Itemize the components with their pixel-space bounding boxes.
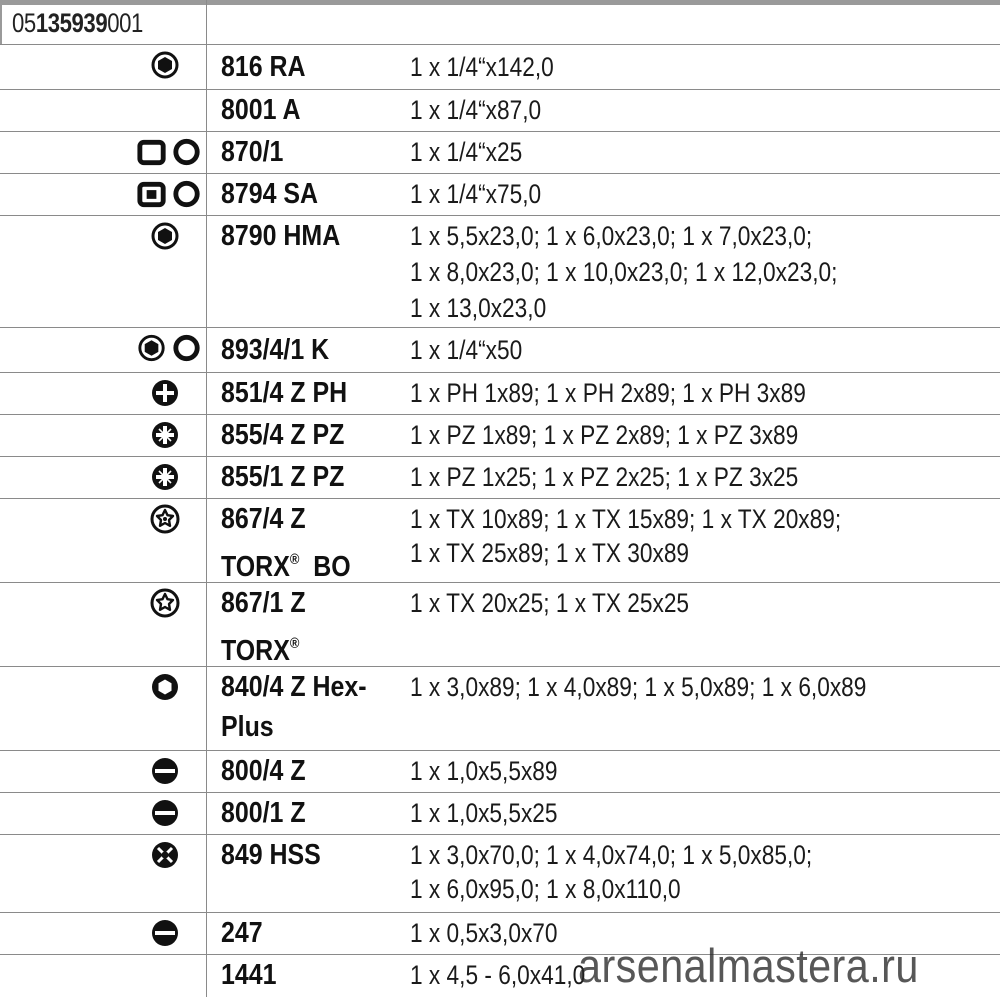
table-row	[0, 373, 1000, 415]
pozidriv-icon	[110, 457, 180, 497]
slotted-icon	[110, 751, 180, 791]
item-code: 870/1	[221, 136, 284, 168]
table-row	[0, 132, 1000, 174]
item-desc: 1 x 1/4“x75,0	[410, 179, 542, 209]
item-desc: 1 x 6,0x95,0; 1 x 8,0x110,0	[410, 874, 681, 904]
item-code: 855/4 Z PZ	[221, 419, 345, 451]
table-row	[0, 667, 1000, 751]
item-code: 840/4 Z Hex-	[221, 671, 367, 703]
item-desc: 1 x 1/4“x142,0	[410, 52, 554, 82]
watermark: arsenalmastera.ru	[578, 939, 919, 992]
table-row	[0, 415, 1000, 457]
article-number: 05135939001	[12, 8, 143, 38]
item-code: 8794 SA	[221, 178, 319, 210]
item-code-torx: TORX®	[221, 635, 300, 667]
slotted-icon	[110, 793, 180, 833]
item-desc: 1 x PZ 1x25; 1 x PZ 2x25; 1 x PZ 3x25	[410, 462, 799, 492]
hex-plus-icon	[110, 667, 180, 707]
item-desc: 1 x 3,0x89; 1 x 4,0x89; 1 x 5,0x89; 1 x 6,0x89	[410, 672, 867, 702]
bit-holder-icon	[135, 328, 205, 368]
table-row	[0, 90, 1000, 132]
header-row	[0, 0, 1000, 45]
item-desc: 1 x TX 10x89; 1 x TX 15x89; 1 x TX 20x89;	[410, 504, 842, 534]
item-code: 855/1 Z PZ	[221, 461, 345, 493]
item-code: 867/4 Z	[221, 503, 306, 535]
table-row	[0, 174, 1000, 216]
item-code: 247	[221, 917, 263, 949]
item-code: 867/1 Z	[221, 587, 306, 619]
phillips-icon	[110, 373, 180, 413]
hex-socket-icon	[110, 216, 180, 256]
item-code: 849 HSS	[221, 839, 321, 871]
item-desc: 1 x PH 1x89; 1 x PH 2x89; 1 x PH 3x89	[410, 378, 806, 408]
table-row	[0, 45, 1000, 90]
table-row	[0, 793, 1000, 835]
table-row	[0, 835, 1000, 913]
torx-icon	[110, 583, 180, 623]
item-code: 851/4 Z PH	[221, 377, 348, 409]
item-code: 800/4 Z	[221, 755, 306, 787]
item-code-line2: Plus	[221, 711, 274, 743]
hex-socket-icon	[110, 45, 180, 85]
item-desc: 1 x 1/4“x25	[410, 137, 523, 167]
table-row	[0, 583, 1000, 667]
item-code: 1441	[221, 959, 277, 991]
slotted-icon	[110, 913, 180, 953]
table-row	[0, 216, 1000, 328]
column-divider	[206, 0, 207, 997]
item-desc: 1 x 5,5x23,0; 1 x 6,0x23,0; 1 x 7,0x23,0;	[410, 221, 813, 251]
item-desc: 1 x 13,0x23,0	[410, 293, 547, 323]
table-row	[0, 457, 1000, 499]
torx-bo-icon	[110, 499, 180, 539]
table-row	[0, 328, 1000, 373]
item-desc: 1 x TX 25x89; 1 x TX 30x89	[410, 538, 690, 568]
item-desc: 1 x 1/4“x50	[410, 335, 523, 365]
table-row	[0, 751, 1000, 793]
item-desc: 1 x PZ 1x89; 1 x PZ 2x89; 1 x PZ 3x89	[410, 420, 799, 450]
square-drive-hex-icon	[135, 174, 205, 214]
square-hex-adapter-icon	[135, 132, 205, 172]
item-desc: 1 x 0,5x3,0x70	[410, 918, 558, 948]
item-desc: 1 x 8,0x23,0; 1 x 10,0x23,0; 1 x 12,0x23,0;	[410, 257, 838, 287]
item-desc: 1 x 1,0x5,5x89	[410, 756, 558, 786]
pozidriv-icon	[110, 415, 180, 455]
item-code: 816 RA	[221, 51, 306, 83]
item-desc: 1 x 1/4“x87,0	[410, 95, 542, 125]
item-desc: 1 x 3,0x70,0; 1 x 4,0x74,0; 1 x 5,0x85,0;	[410, 840, 813, 870]
item-desc: 1 x 4,5 - 6,0x41,0	[410, 960, 586, 990]
item-code: 8001 A	[221, 94, 301, 126]
item-code-torx: TORX® BO	[221, 551, 351, 583]
item-desc: 1 x TX 20x25; 1 x TX 25x25	[410, 588, 690, 618]
table-row	[0, 499, 1000, 583]
item-desc: 1 x 1,0x5,5x25	[410, 798, 558, 828]
item-code: 800/1 Z	[221, 797, 306, 829]
item-code: 893/4/1 K	[221, 334, 330, 366]
drill-bit-icon	[110, 835, 180, 875]
item-code: 8790 HMA	[221, 220, 341, 252]
